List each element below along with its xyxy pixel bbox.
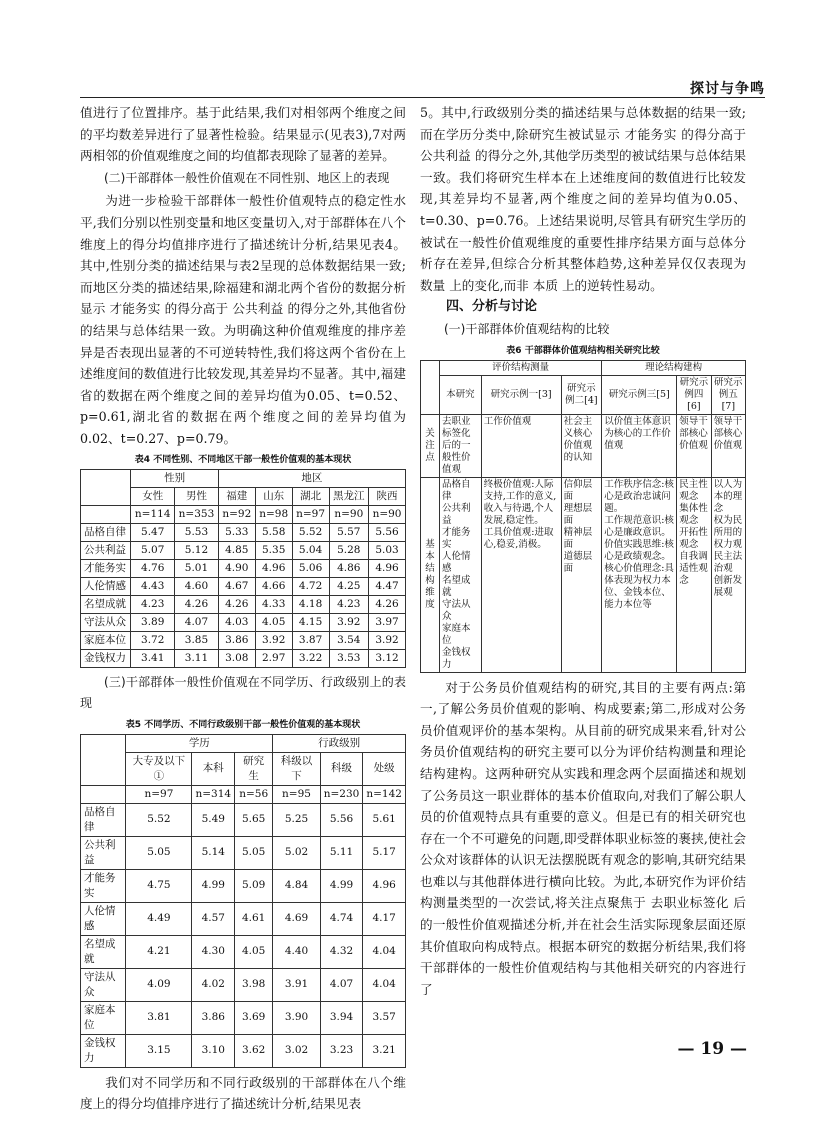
table4-cell: 5.28 — [329, 541, 369, 559]
table5-cell: 5.05 — [235, 836, 273, 869]
table5-col-header: 本科 — [192, 752, 235, 785]
table-6-caption: 表6 干部群体价值观结构相关研究比较 — [506, 345, 660, 356]
table5-row — [81, 968, 406, 1001]
table-5-group-education: 学历 — [126, 734, 273, 752]
table-5 — [80, 719, 406, 1068]
table5-n-cell: n=314 — [192, 785, 235, 803]
table5-cell: 4.09 — [126, 968, 192, 1001]
table5-cell: 4.40 — [273, 935, 320, 968]
table6-structure-cell: 信仰层面 理想层面 精神层面 道德层面 — [561, 477, 602, 672]
table5-row — [81, 836, 406, 869]
table4-n-cell: n=98 — [255, 505, 292, 523]
table4-row-label: 金钱权力 — [81, 649, 131, 667]
table5-row-label: 名望成就 — [81, 935, 126, 968]
table4-row — [81, 631, 406, 649]
table-6-grid — [420, 360, 746, 673]
table5-cell: 3.02 — [273, 1034, 320, 1067]
table6-focus-cell: 领导干部核心价值观 — [711, 414, 745, 477]
table4-cell: 3.92 — [329, 613, 369, 631]
table4-row-label: 家庭本位 — [81, 631, 131, 649]
table4-row — [81, 649, 406, 667]
table-5-corner — [81, 734, 126, 785]
table5-cell: 4.96 — [363, 869, 406, 902]
table6-focus-cell: 去职业标签化后的一般性价值观 — [440, 414, 482, 477]
table5-cell: 4.30 — [192, 935, 235, 968]
table4-cell: 4.03 — [218, 613, 255, 631]
table5-cell: 5.25 — [273, 803, 320, 836]
table-5-grid — [80, 734, 406, 1068]
table5-cell: 4.07 — [320, 968, 363, 1001]
table4-cell: 4.23 — [329, 595, 369, 613]
table5-cell: 4.84 — [273, 869, 320, 902]
subsection-4-1-heading: (一)干部群体价值观结构的比较 — [444, 321, 610, 336]
subsection-3-heading: (三)干部群体一般性价值观在不同学历、行政级别上的表现 — [80, 674, 406, 711]
table4-cell: 5.07 — [131, 541, 175, 559]
table5-cell: 4.17 — [363, 902, 406, 935]
table4-cell: 5.58 — [255, 523, 292, 541]
table-4-group-region: 地区 — [218, 469, 405, 487]
table5-cell: 5.52 — [126, 803, 192, 836]
table6-structure-cell: 以人为本的理念 权为民所用的权力观 民主法治观 创新发展观 — [711, 477, 745, 672]
table4-cell: 4.72 — [292, 577, 329, 595]
table-4-n-label — [81, 505, 131, 523]
table4-row-label: 公共利益 — [81, 541, 131, 559]
table4-n-cell: n=114 — [131, 505, 175, 523]
table4-n-cell: n=353 — [175, 505, 219, 523]
table5-row-label: 才能务实 — [81, 869, 126, 902]
table5-row — [81, 1001, 406, 1034]
left-column — [80, 102, 406, 1115]
table5-cell: 3.15 — [126, 1034, 192, 1067]
table4-cell: 3.97 — [369, 613, 406, 631]
table4-cell: 5.53 — [175, 523, 219, 541]
table4-cell: 5.01 — [175, 559, 219, 577]
table5-cell: 3.21 — [363, 1034, 406, 1067]
table5-cell: 4.32 — [320, 935, 363, 968]
table4-cell: 4.07 — [175, 613, 219, 631]
table4-cell: 4.33 — [255, 595, 292, 613]
table5-col-header: 科级以下 — [273, 752, 320, 785]
table5-cell: 5.65 — [235, 803, 273, 836]
table5-cell: 5.61 — [363, 803, 406, 836]
table5-cell: 3.23 — [320, 1034, 363, 1067]
table5-cell: 5.02 — [273, 836, 320, 869]
table5-cell: 4.75 — [126, 869, 192, 902]
table-5-n-label — [81, 785, 126, 803]
table5-cell: 4.99 — [192, 869, 235, 902]
table4-cell: 3.22 — [292, 649, 329, 667]
table4-cell: 4.05 — [255, 613, 292, 631]
table5-cell: 5.56 — [320, 803, 363, 836]
table4-row-label: 品格自律 — [81, 523, 131, 541]
table-4 — [80, 454, 406, 668]
table4-row-label: 才能务实 — [81, 559, 131, 577]
table4-cell: 5.06 — [292, 559, 329, 577]
table5-col-header: 大专及以下① — [126, 752, 192, 785]
left-paragraph-1: 值进行了位置排序。基于此结果,我们对相邻两个维度之间的平均数差异进行了显著性检验。结果显示(见表3),7对两两相邻的价值观维度之间的均值都表现除了显著的差异。 — [80, 105, 406, 164]
table5-cell: 3.91 — [273, 968, 320, 1001]
table5-n-cell: n=230 — [320, 785, 363, 803]
table4-cell: 4.66 — [255, 577, 292, 595]
table5-n-cell: n=97 — [126, 785, 192, 803]
table4-n-cell: n=92 — [218, 505, 255, 523]
table4-row-label: 人伦情感 — [81, 577, 131, 595]
table4-col-header: 山东 — [255, 487, 292, 505]
table5-cell: 4.61 — [235, 902, 273, 935]
table4-cell: 4.43 — [131, 577, 175, 595]
table-6-corner — [421, 360, 440, 414]
table4-n-cell: n=90 — [329, 505, 369, 523]
table4-cell: 5.56 — [369, 523, 406, 541]
table5-cell: 4.57 — [192, 902, 235, 935]
table6-col-header: 研究示例三[5] — [602, 375, 677, 414]
table4-cell: 3.86 — [218, 631, 255, 649]
table5-cell: 4.69 — [273, 902, 320, 935]
journal-section-header: 探讨与争鸣 — [690, 81, 765, 97]
table5-row-label: 金钱权力 — [81, 1034, 126, 1067]
table6-col-header: 研究示例四[6] — [677, 375, 711, 414]
table5-cell: 3.57 — [363, 1001, 406, 1034]
table5-cell: 5.49 — [192, 803, 235, 836]
table6-col-header: 本研究 — [440, 375, 482, 414]
table5-row-label: 家庭本位 — [81, 1001, 126, 1034]
table4-cell: 4.26 — [175, 595, 219, 613]
left-paragraph-3: 我们对不同学历和不同行政级别的干部群体在八个维度上的得分均值排序进行了描述统计分析,结果见表 — [80, 1074, 406, 1112]
right-paragraph-2: 对于公务员价值观结构的研究,其目的主要有两点:第一,了解公务员价值观的影响、构成要素;第二,形成对公务员价值观评价的基本架构。从目前的研究成果来看,针对公务员价值观结构的研究主要可以分为评价结构测量和理论结构建构。这两种研究从实践和理念两个层面描述和规划了公务员这一职业群体的基本价值取向,对我们了解公职人员的价值观特点具有重要的意义。但是已有的相关研究也存在一个不可避免的问题,即受群体职业标签的裹挟,使社会公众对该群体的认识无法摆脱既有观念的影响,其研究结果也难以与其他群体进行横向比较。为此,本研究作为评价结构测量类型的一次尝试,将关注点聚焦于 去职业标签化 后的一般性价值观描述分析,并在社会生活实际现象层面还原其价值取向构成特点。根据本研究的数据分析结果,我们将干部群体的一般性价值观结构与其他相关研究的内容进行了 — [420, 679, 746, 997]
table4-cell: 4.96 — [255, 559, 292, 577]
table-4-group-gender: 性别 — [131, 469, 219, 487]
table4-cell: 5.57 — [329, 523, 369, 541]
table4-n-cell: n=90 — [369, 505, 406, 523]
right-paragraph-1: 5。其中,行政级别分类的描述结果与总体数据的结果一致;而在学历分类中,除研究生被试显示 才能务实 的得分高于 公共利益 的得分之外,其他学历类型的被试结果与总体结果一致。我们将研究生样本在上述维度间的数值进行比较发现,其差异均不显著,两个维度之间的差异均值为0.05、t=0.30、p=0.76。上述结果说明,尽管具有研究生学历的被试在一般性价值观维度的重要性排序结果方面与总体分析存在差异,但综合分析其整体趋势,这种差异仅仅表现为 数量 上的变化,而非 本质 上的逆转性易动。 — [420, 105, 746, 293]
table4-col-header: 女性 — [131, 487, 175, 505]
table4-cell: 4.67 — [218, 577, 255, 595]
subsection-2-heading: (二)干部群体一般性价值观在不同性别、地区上的表现 — [104, 170, 390, 185]
table5-cell: 3.69 — [235, 1001, 273, 1034]
table5-row — [81, 803, 406, 836]
table6-structure-cell: 终极价值观:人际支持,工作的意义,收入与待遇,个人发展,稳定性。 工具价值观:进取心,稳妥,消极。 — [481, 477, 561, 672]
table5-cell: 3.81 — [126, 1001, 192, 1034]
table6-structure-cell: 民主性观念 集体性观念 开拓性观念 自我调适性观念 — [677, 477, 711, 672]
table5-cell: 5.05 — [126, 836, 192, 869]
table5-n-cell: n=142 — [363, 785, 406, 803]
table5-cell: 3.86 — [192, 1001, 235, 1034]
table4-cell: 3.72 — [131, 631, 175, 649]
table4-col-header: 福建 — [218, 487, 255, 505]
table4-row — [81, 559, 406, 577]
table4-cell: 4.26 — [369, 595, 406, 613]
table4-cell: 4.60 — [175, 577, 219, 595]
table4-cell: 3.92 — [369, 631, 406, 649]
table4-cell: 4.96 — [369, 559, 406, 577]
table4-row — [81, 541, 406, 559]
table5-cell: 4.04 — [363, 935, 406, 968]
table-4-grid — [80, 469, 406, 668]
table4-row — [81, 577, 406, 595]
table4-cell: 4.76 — [131, 559, 175, 577]
right-column — [420, 102, 746, 1000]
table-5-group-rank: 行政级别 — [273, 734, 406, 752]
table4-cell: 5.04 — [292, 541, 329, 559]
section-4-heading: 四、分析与讨论 — [446, 299, 538, 315]
table-6-group-eval: 评价结构测量 — [440, 360, 602, 375]
table4-cell: 4.90 — [218, 559, 255, 577]
table4-cell: 4.18 — [292, 595, 329, 613]
table5-row-label: 公共利益 — [81, 836, 126, 869]
table6-focus-cell: 社会主义核心价值观的认知 — [561, 414, 602, 477]
table5-row-label: 品格自律 — [81, 803, 126, 836]
table5-row — [81, 869, 406, 902]
table4-col-header: 湖北 — [292, 487, 329, 505]
table5-row — [81, 902, 406, 935]
table5-cell: 3.98 — [235, 968, 273, 1001]
table5-cell: 4.99 — [320, 869, 363, 902]
table6-col-header: 研究示例五[7] — [711, 375, 745, 414]
table6-structure-cell: 工作秩序信念:核心是政治忠诚问题。 工作规范意识:核心是廉政意识。 价值实践思维:核心是政绩观念。 核心价值理念:具体表现为权力本位、金钱本位、能力本位等 — [602, 477, 677, 672]
table4-cell: 5.52 — [292, 523, 329, 541]
table4-cell: 4.23 — [131, 595, 175, 613]
table5-col-header: 处级 — [363, 752, 406, 785]
header-rule — [80, 97, 765, 98]
table4-cell: 5.35 — [255, 541, 292, 559]
left-paragraph-2: 为进一步检验干部群体一般性价值观特点的稳定性水平,我们分别以性别变量和地区变量切入,对于部群体在八个维度上的得分均值排序进行了描述统计分析,结果见表4。其中,性别分类的描述结果与表2呈现的总体数据结果一致;而地区分类的描述结果,除福建和湖北两个省份的数据分析显示 才能务实 的得分高于 公共利益 的得分之外,其他省份的结果与总体结果一致。为明确这种价值观维度的排序差异是否表现出显著的不可逆转特性,我们将这两个省份在上述维度间的数值进行比较发现,其差异均不显著。其中,福建省的数据在两个维度之间的差异均值为0.05、t=0.52、p=0.61,湖北省的数据在两个维度之间的差异均值为0.02、t=0.27、p=0.79。 — [80, 193, 406, 446]
table5-row — [81, 1034, 406, 1067]
table5-row-label: 人伦情感 — [81, 902, 126, 935]
table5-cell: 3.90 — [273, 1001, 320, 1034]
table6-focus-cell: 以价值主体意识为核心的工作价值观 — [602, 414, 677, 477]
table5-cell: 3.94 — [320, 1001, 363, 1034]
table4-cell: 3.85 — [175, 631, 219, 649]
table5-row — [81, 935, 406, 968]
table5-cell: 4.05 — [235, 935, 273, 968]
table4-cell: 4.47 — [369, 577, 406, 595]
table4-row — [81, 613, 406, 631]
table5-cell: 3.62 — [235, 1034, 273, 1067]
table4-cell: 3.12 — [369, 649, 406, 667]
table5-cell: 4.74 — [320, 902, 363, 935]
table5-col-header: 科级 — [320, 752, 363, 785]
table6-focus-cell: 工作价值观 — [481, 414, 561, 477]
table6-col-header: 研究示例二[4] — [561, 375, 602, 414]
table5-cell: 4.04 — [363, 968, 406, 1001]
table4-col-header: 陕西 — [369, 487, 406, 505]
table5-row-label: 守法从众 — [81, 968, 126, 1001]
table4-cell: 4.85 — [218, 541, 255, 559]
table4-n-cell: n=97 — [292, 505, 329, 523]
table5-cell: 4.21 — [126, 935, 192, 968]
table4-cell: 3.41 — [131, 649, 175, 667]
table5-col-header: 研究生 — [235, 752, 273, 785]
page-number: — 19 — — [677, 1039, 747, 1059]
table4-col-header: 黑龙江 — [329, 487, 369, 505]
table5-cell: 5.14 — [192, 836, 235, 869]
table6-structure-cell: 品格自律 公共利益 才能务实 人伦情感 名望成就 守法从众 家庭本位 金钱权力 — [440, 477, 482, 672]
table-6 — [420, 345, 746, 673]
table4-row-label: 守法从众 — [81, 613, 131, 631]
table4-cell: 3.08 — [218, 649, 255, 667]
table4-cell: 5.47 — [131, 523, 175, 541]
table4-cell: 4.15 — [292, 613, 329, 631]
table-6-row-focus-label: 关注点 — [421, 414, 440, 477]
table5-cell: 4.49 — [126, 902, 192, 935]
table5-cell: 4.02 — [192, 968, 235, 1001]
table5-cell: 5.11 — [320, 836, 363, 869]
table6-focus-cell: 领导干部核心价值观 — [677, 414, 711, 477]
table5-cell: 5.09 — [235, 869, 273, 902]
table5-cell: 3.10 — [192, 1034, 235, 1067]
table-4-corner — [81, 469, 131, 505]
table4-row — [81, 523, 406, 541]
table4-row-label: 名望成就 — [81, 595, 131, 613]
table5-n-cell: n=95 — [273, 785, 320, 803]
table4-cell: 4.26 — [218, 595, 255, 613]
table4-cell: 3.89 — [131, 613, 175, 631]
table4-cell: 3.92 — [255, 631, 292, 649]
table4-cell: 5.33 — [218, 523, 255, 541]
table4-cell: 3.54 — [329, 631, 369, 649]
table4-cell: 2.97 — [255, 649, 292, 667]
table-4-caption: 表4 不同性别、不同地区干部一般性价值观的基本现状 — [134, 454, 352, 465]
table4-cell: 4.86 — [329, 559, 369, 577]
table4-col-header: 男性 — [175, 487, 219, 505]
table4-cell: 3.11 — [175, 649, 219, 667]
table-5-caption: 表5 不同学历、不同行政级别干部一般性价值观的基本现状 — [125, 719, 361, 730]
table4-cell: 4.25 — [329, 577, 369, 595]
table5-cell: 5.17 — [363, 836, 406, 869]
table5-n-cell: n=56 — [235, 785, 273, 803]
table4-row — [81, 595, 406, 613]
table6-col-header: 研究示例一[3] — [481, 375, 561, 414]
table4-cell: 3.53 — [329, 649, 369, 667]
table4-cell: 5.12 — [175, 541, 219, 559]
table4-cell: 3.87 — [292, 631, 329, 649]
table4-cell: 5.03 — [369, 541, 406, 559]
table-6-group-theory: 理论结构建构 — [602, 360, 746, 375]
table-6-row-structure-label: 基本结构维度 — [421, 477, 440, 672]
